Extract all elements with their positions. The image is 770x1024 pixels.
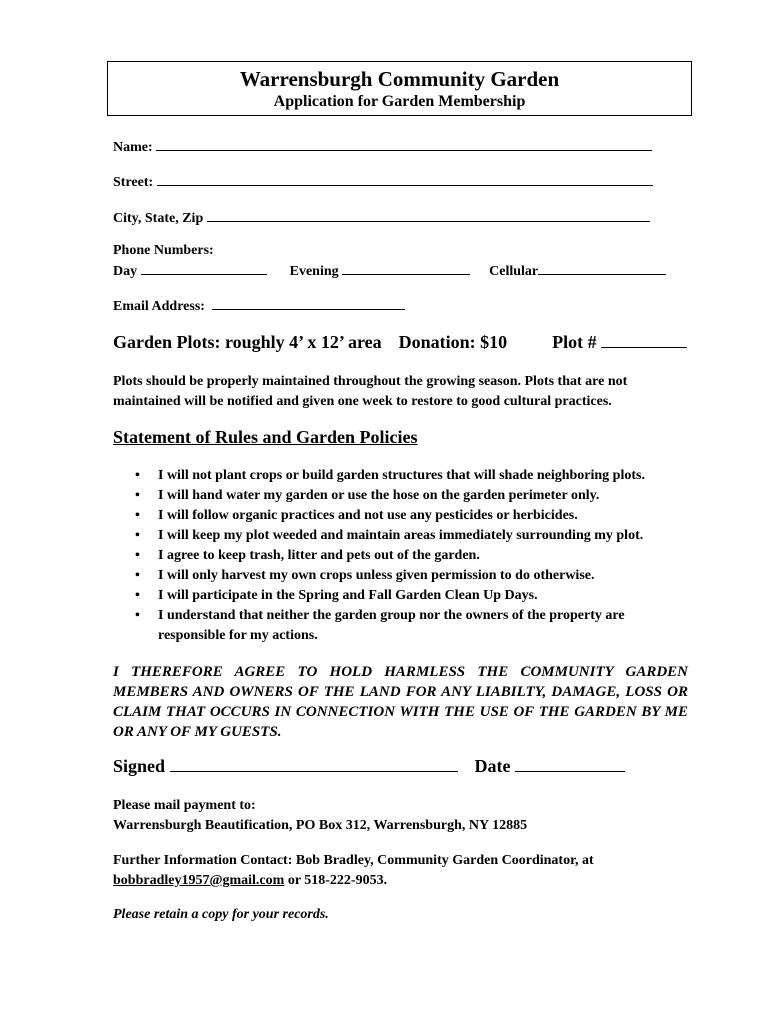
cellular-label: Cellular [489, 264, 539, 279]
mail-heading: Please mail payment to: [113, 798, 256, 813]
list-item: • I will not plant crops or build garden structures that will shade neighboring plots. [113, 466, 673, 486]
contact-details [113, 871, 713, 891]
bullet-icon: • [135, 548, 140, 563]
street-field[interactable] [157, 172, 653, 186]
maintenance-notice: Plots should be properly maintained throughout the growing season. Plots that are not maintained will be notified and given one week to restore to good cultural practices. [113, 374, 628, 409]
mail-instructions [113, 796, 673, 836]
list-item: • I will only harvest my own crops unless given permission to do otherwise. [113, 566, 673, 586]
plot-number-label: Plot # [552, 332, 597, 352]
contact-info [113, 851, 713, 891]
email-row [113, 296, 405, 316]
bullet-icon: • [135, 608, 140, 623]
phone-label: Phone Numbers: [113, 243, 214, 258]
hold-harmless-statement: I THEREFORE AGREE TO HOLD HARMLESS THE COMMUNITY GARDEN MEMBERS AND OWNERS OF THE LAND FOR ANY LIABILTY, DAMAGE, LOSS OR CLAIM THAT OCCURS IN CONNECTION WITH THE USE OF THE GARDEN BY ME OR ANY OF MY GUESTS. [113, 664, 688, 740]
bullet-icon: • [135, 488, 140, 503]
cellular-phone-field[interactable] [538, 261, 666, 275]
email-field[interactable] [212, 296, 405, 310]
contact-email-link[interactable]: bobbradley1957@gmail.com [113, 873, 285, 888]
city-row [113, 208, 650, 228]
bullet-icon: • [135, 468, 140, 483]
mail-address: Warrensburgh Beautification, PO Box 312, Warrensburgh, NY 12885 [113, 818, 528, 833]
plot-size: Garden Plots: roughly 4’ x 12’ area [113, 332, 382, 352]
plots-row [113, 332, 687, 353]
day-label: Day [113, 264, 138, 279]
day-phone-field[interactable] [141, 261, 267, 275]
retain-copy-note: Please retain a copy for your records. [113, 907, 329, 922]
signature-field[interactable] [170, 756, 458, 772]
list-item: • I will participate in the Spring and Fall Garden Clean Up Days. [113, 586, 673, 606]
name-field[interactable] [156, 137, 652, 151]
bullet-icon: • [135, 568, 140, 583]
page-subtitle: Application for Garden Membership [273, 93, 526, 110]
list-item: • I agree to keep trash, litter and pets out of the garden. [113, 546, 673, 566]
bullet-icon: • [135, 508, 140, 523]
name-label: Name: [113, 140, 153, 155]
city-label: City, State, Zip [113, 211, 204, 226]
signature-row [113, 756, 625, 777]
signed-label: Signed [113, 756, 166, 776]
phone-row [113, 261, 666, 281]
evening-phone-field[interactable] [342, 261, 470, 275]
street-row [113, 172, 653, 192]
date-label: Date [474, 756, 511, 776]
city-field[interactable] [207, 208, 650, 222]
street-label: Street: [113, 175, 154, 190]
rules-heading: Statement of Rules and Garden Policies [113, 427, 418, 447]
email-label: Email Address: [113, 299, 205, 314]
title-box [107, 61, 692, 116]
evening-label: Evening [289, 264, 339, 279]
list-item: • I will follow organic practices and not use any pesticides or herbicides. [113, 506, 673, 526]
bullet-icon: • [135, 588, 140, 603]
list-item: • I will hand water my garden or use the hose on the garden perimeter only. [113, 486, 673, 506]
name-row [113, 137, 652, 157]
contact-phone: or 518-222-9053. [287, 873, 388, 888]
list-item: • I understand that neither the garden group nor the owners of the property are responsible for my actions. [135, 608, 625, 643]
plot-number-field[interactable] [601, 332, 687, 348]
date-field[interactable] [515, 756, 625, 772]
contact-line: Further Information Contact: Bob Bradley, Community Garden Coordinator, at [113, 853, 594, 868]
rules-list [113, 466, 673, 646]
list-item: • I will keep my plot weeded and maintain areas immediately surrounding my plot. [113, 526, 673, 546]
page-title: Warrensburgh Community Garden [239, 67, 560, 91]
donation-amount: Donation: $10 [398, 332, 508, 352]
bullet-icon: • [135, 528, 140, 543]
